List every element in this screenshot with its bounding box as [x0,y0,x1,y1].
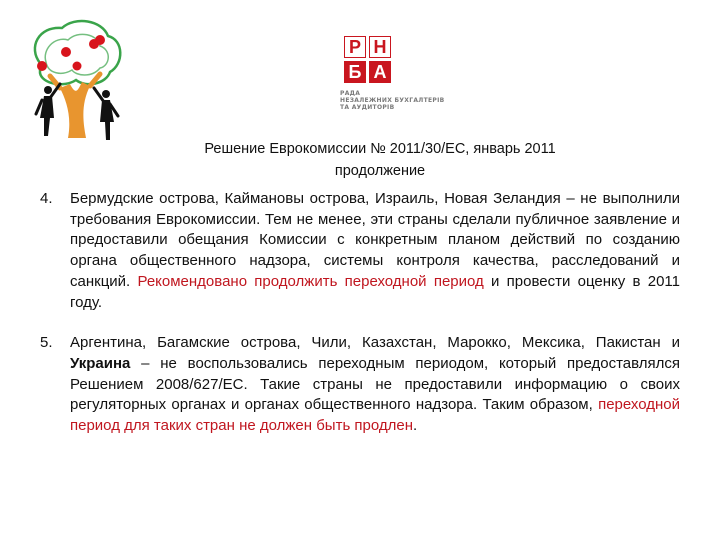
council-logo [340,36,460,121]
item-text: . [413,417,418,435]
item-number: 4. [40,190,53,207]
logo-subtitle-line: ТА АУДИТОРІВ [340,104,395,111]
logo-letter: Б [344,61,366,83]
page-title: Решение Еврокомиссии № 2011/30/ЕС, январь 2011 [204,141,556,157]
logo-subtitle-line: РАДА [340,90,361,97]
highlighted-text: Рекомендовано продолжить переходной период [137,272,484,290]
item-number: 5. [40,334,53,352]
item-text: Аргентина, Багамские острова, Чили, Казахстан, Марокко, Мексика, Пакистан и [70,334,680,352]
highlighted-text: переходной период для таких стран не должен быть продлен [70,396,680,435]
points-list [40,189,680,437]
bold-text: Украина [70,354,131,372]
page-subtitle: продолжение [334,163,426,179]
logo-letter: Н [369,36,391,58]
logo-subtitle-line: НЕЗАЛЕЖНИХ БУХГАЛТЕРІВ [340,97,445,104]
logo-subtitle [340,90,460,111]
logo-letter: Р [344,36,366,58]
item-text: и провести оценку в 2011 году. [70,272,681,311]
list-item [40,333,680,437]
item-text: Бермудские острова, Каймановы острова, Израиль, Новая Зеландия – не выполнили требования Еврокомиссии. Тем не менее, эти страны сделали публичное заявление и предоставили обещания Комиссии с конкретным планом действий по созданию органа общественного надзора, системы контроля качества, расследований и санкций. [70,190,680,290]
item-text: – не воспользовались переходным периодом, который предоставлялся Решением 2008/627/ЕС. Такие страны не предоставили информацию о своих регуляторных органах и органах общественного надзора. Таким образом, [70,354,680,414]
apple-tree-with-figures-icon [20,18,130,158]
list-item [40,189,680,313]
logo-letter: А [369,61,391,83]
logo-letters [344,36,392,83]
